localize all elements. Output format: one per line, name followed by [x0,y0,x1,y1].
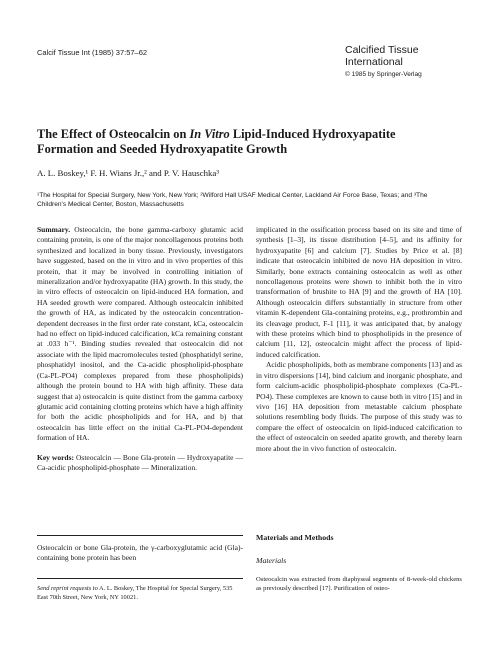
title-part-1: The Effect of Osteocalcin on [37,127,190,141]
abstract [37,225,243,444]
introduction-start: Osteocalcin or bone Gla-protein, the γ-carboxyglutamic acid (Gla)-containing bone protein has been [37,543,243,563]
methods-heading: Materials and Methods [256,533,334,542]
right-column [256,225,462,454]
author-list [37,168,219,178]
abstract-column [37,225,243,473]
keywords-text: Osteocalcin — Bone Gla-protein — Hydroxyapatite — Ca-acidic phospholipid-phosphate — Mineralization. [37,452,243,472]
title-italic-part: In Vitro [189,127,230,141]
publication-name-line1: Calcified Tissue [345,44,419,56]
materials-text: Osteocalcin was extracted from diaphyseal segments of 8-week-old chickens as previously described [17]. Purification of osteo- [256,576,462,593]
publication-name-line2: International [345,56,403,68]
publication-banner [345,44,422,78]
copyright-text: © 1985 by Springer-Verlag [345,71,422,78]
copyright-line [345,71,422,78]
journal-reference: Calcif Tissue Int (1985) 37:57–62 [37,48,148,57]
affiliations: ¹The Hospital for Special Surgery, New York, New York; ²Wilford Hall USAF Medical Center, Lackland Air Force Base, Texas; and ³The Children's Medical Center, Boston, Massachusetts [37,192,428,208]
reprint-address: A. L. Boskey, The Hospital for Special Surgery, 535 East 70th Street, New York, NY 10021. [37,585,233,601]
abstract-heading: Summary. [37,225,71,234]
keywords-heading: Key words: [37,452,74,462]
materials-subheading: Materials [256,556,287,565]
title-part-2: Lipid-Induced Hydroxyapatite Formation and Seeded Hydroxyapatite Growth [37,127,396,156]
right-paragraph-1: implicated in the ossification process based on its site and time of synthesis [1–3], its tissue distribution [4–5], and its affinity for hydroxyapatite [6] and calcium [7]. Studies by Price et al. [8] indicate that osteocalcin inhibited de novo HA deposition in vitro. Similarly, bone extracts containing osteocalcin as well as other noncollagenous proteins were shown to inhibit both the in vitro transformation of brushite to HA [9] and the growth of HA [10]. Although osteocalcin differs substantially in structure from other vitamin K-dependent Gla-containing proteins, e.g., prothrombin and its cleavage product, F-1 [11], it was anticipated that, by analogy with these proteins which bind to phospholipids in the presence of calcium [11, 12], osteocalcin might affect the process of lipid-induced calcification. [256,225,462,359]
reprint-footnote [37,584,243,602]
abstract-text: Osteocalcin, the bone gamma-carboxy glutamic acid containing protein, is one of the major noncollagenous proteins both synthesized and localized in bony tissue. Previously, investigators have suggested, based on the in vitro and in vivo properties of this protein, that it may be involved in controlling initiation of mineralization and/or hydroxyapatite (HA) growth. In this study, the in vitro effects of osteocalcin on lipid-induced HA formation, and HA seeded growth were compared. Although osteocalcin inhibited the growth of HA, as indicated by the osteocalcin concentration-dependent decreases in the first order rate constant, kCa, osteocalcin had no effect on lipid-induced calcification, kCa remaining constant at .033 h⁻¹. Binding studies revealed that osteocalcin did not associate with the lipid macromolecules tested (phosphatidyl serine, phosphatidyl inositol, and the Ca-acidic phospholipid-phosphate (Ca-PL-PO4) complexes prepared from these phospholipids) although the protein bound to HA with high affinity. These data suggest that a) osteocalcin is quite distinct from the gamma carboxy glutamic acid containing clotting proteins which have a high affinity for both the acidic phospholipids and for HA, and b) that osteocalcin has little effect on the initial Ca-PL-PO4-dependent formation of HA. [37,225,243,443]
right-paragraph-2: Acidic phospholipids, both as membrane components [13] and as in vitro dispersions [14], bind calcium and inorganic phosphate, and form calcium-acidic phospholipid-phosphate complexes (Ca-PL-PO4). These complexes are known to cause both in vitro [15] and in vivo [16] HA deposition from metastable calcium phosphate solutions resembling body fluids. The purpose of this study was to compare the effect of osteocalcin on lipid-induced calcification to the effect of osteocalcin on seeded apatite growth, and thereby learn more about the in vivo function of osteocalcin. [256,360,463,453]
abstract-divider [37,535,243,536]
article-title [37,127,447,157]
footnote-divider [37,578,243,579]
reprint-label: Send reprint requests to [37,585,98,592]
authors-text: A. L. Boskey,¹ F. H. Wians Jr.,² and P. V. Hauschka³ [37,168,219,178]
keywords [37,453,243,474]
